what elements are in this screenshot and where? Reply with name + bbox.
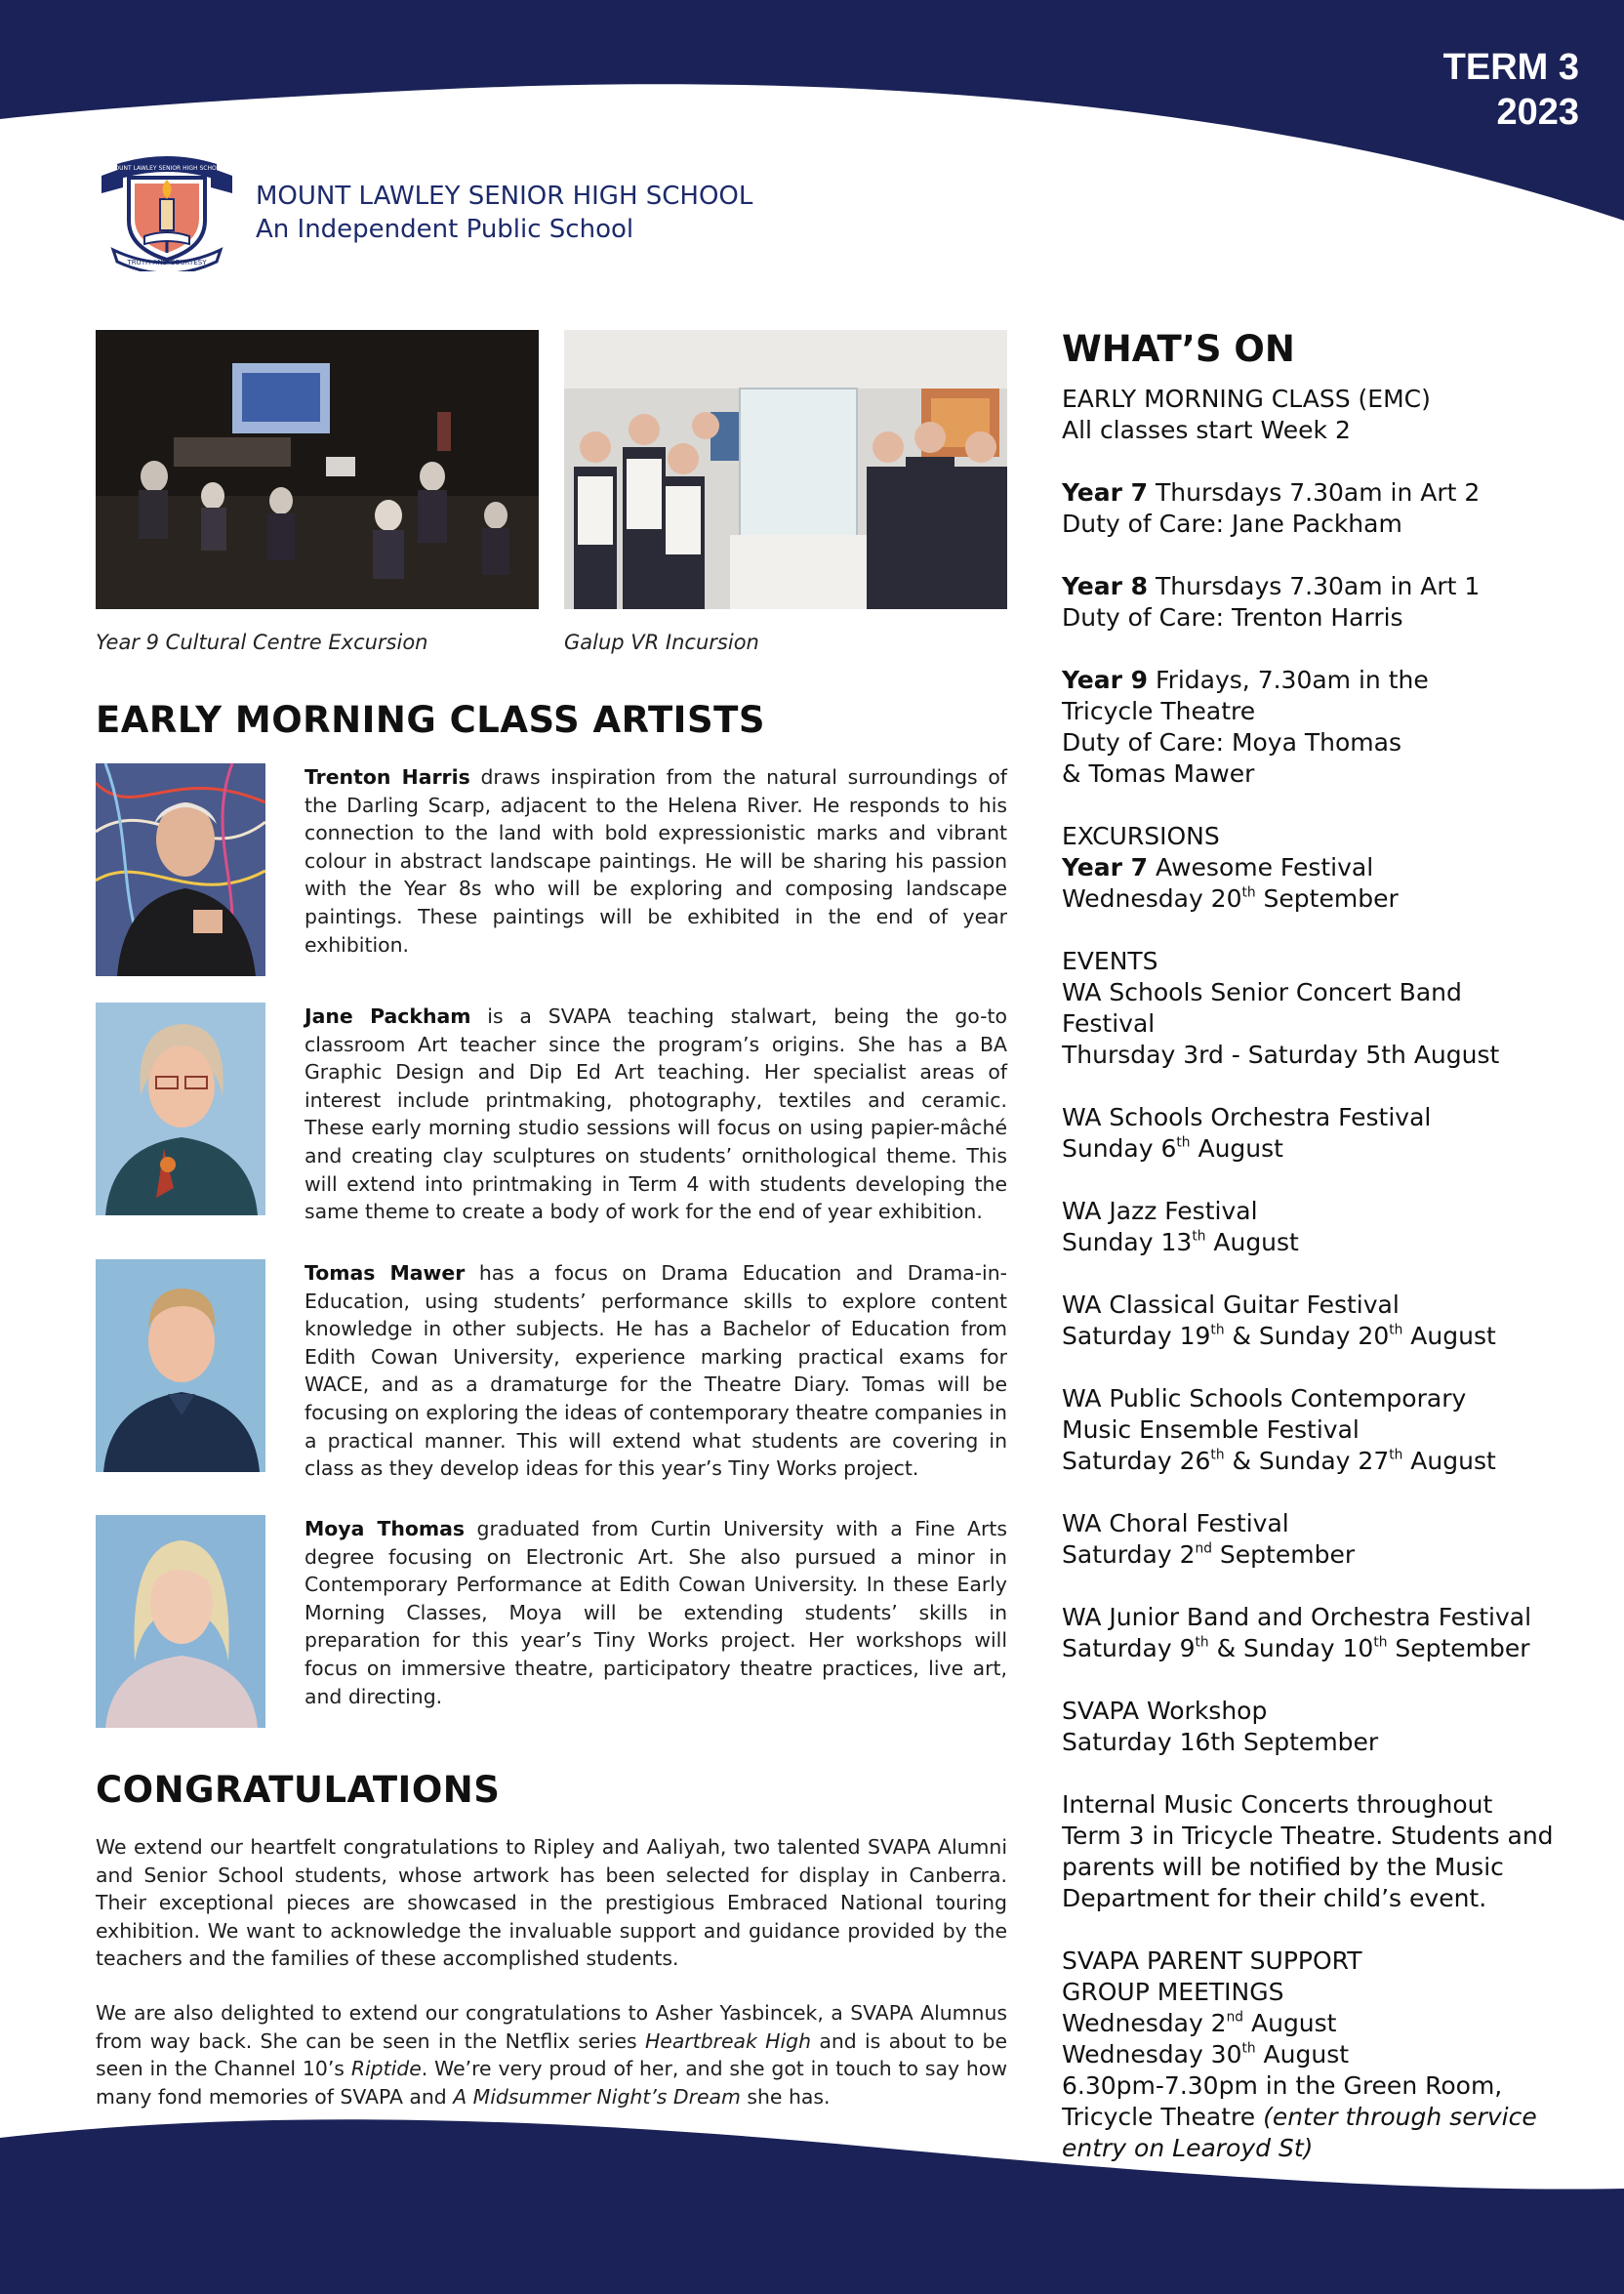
date-text: Saturday 26 [1062,1447,1211,1475]
artist-bio-text: graduated from Curtin University with a Fine Arts degree focusing on Electronic Art. She also pursued a minor in Contemporary Performance at Edith Cowan University. In these Early Morning Classes, Moya will be extending students’ skills in preparation for this year’s Tiny Works project. Her workshops will focus on immersive theatre, participatory theatre practices, live art, and directing. [304,1517,1008,1708]
ordinal: th [1241,884,1256,901]
events-block-1 [1062,946,1589,1071]
event-date: Thursday 3rd - Saturday 5th August [1062,1041,1500,1069]
excursion-date [1062,883,1589,915]
year8-emc [1062,571,1589,634]
event-date [1062,1446,1589,1477]
psg-location [1062,2102,1589,2133]
year-label: Year 8 [1062,572,1149,600]
month-text: August [1255,2040,1350,2069]
caption-photo-1: Year 9 Cultural Centre Excursion [96,631,428,654]
term-number: TERM 3 [1442,47,1579,88]
bio-trenton-harris [304,763,1007,959]
ordinal: th [1195,1634,1209,1651]
logo-motto-text: TRUTH AND COURTESY [127,259,207,266]
ordinal: th [1192,1228,1206,1245]
logo-ribbon-text: MOUNT LAWLEY SENIOR HIGH SCHOOL [109,165,224,172]
psg-date-2 [1062,2039,1589,2070]
congratulations-paragraph-1: We extend our heartfelt congratulations to Ripley and Aaliyah, two talented SVAPA Alumni and Senior School students, whose artwork has been selected for display in Canberra. Their exceptional pieces are showcased in the prestigious Embraced National touring exhibition. We want to acknowledge the invaluable support and guidance provided by the teachers and the families of these accomplished students. [96,1835,1007,1971]
event-name: SVAPA Workshop [1062,1697,1268,1725]
year-label: Year 7 [1062,853,1149,881]
event-name: WA Junior Band and Orchestra Festival [1062,1603,1532,1631]
caption-photo-2: Galup VR Incursion [564,631,759,654]
ordinal: th [1389,1322,1403,1338]
class-time: Fridays, 7.30am in the [1148,666,1429,694]
parent-support-block [1062,1946,1589,2164]
artist-bio-text: is a SVAPA teaching stalwart, being the go-to classroom Art teacher since the program’s origins. She has a BA Graphic Design and Dip Ed Art teaching. Her specialist areas of interest include printmaking, photography, textiles and ceramic. These early morning studio sessions will focus on using papier-mâché and creating clay sculptures on students’ ornithological theme. This will extend into printmaking in Term 4 with students developing the same theme to create a body of work for the end of year exhibition. [304,1004,1007,1224]
artist-bio-text: draws inspiration from the natural surroundings of the Darling Scarp, adjacent to the Helena River. He responds to his connection to the land with bold expressionistic marks and vibrant colour in abstract landscape paintings. He will be sharing his passion with the Year 8s who will be exploring and composing landscape paintings. These paintings will be exhibited in the end of year exhibition. [304,765,1007,957]
class-time: Thursdays 7.30am in Art 1 [1148,572,1481,600]
portrait-trenton-harris [96,763,265,976]
duty-of-care: Duty of Care: Jane Packham [1062,510,1402,538]
whats-on-title: WHAT’S ON [1062,328,1295,370]
emc-subheading: All classes start Week 2 [1062,416,1351,444]
event-date [1062,1321,1589,1352]
ordinal: nd [1226,2009,1244,2026]
psg-time: 6.30pm-7.30pm in the Green Room, [1062,2071,1503,2100]
italic-title: A Midsummer Night’s Dream [453,2084,741,2109]
date-text: Saturday 19 [1062,1322,1211,1350]
text-run: We are also delighted to extend our congratulations to Asher Yasbincek, a SVAPA Alumnus from way back. She can be seen in the Netflix series [96,2001,1007,2053]
event-choral [1062,1508,1589,1571]
event-junior-band [1062,1602,1589,1664]
month-text: August [1205,1228,1299,1256]
date-text: & Sunday 10 [1208,1634,1374,1662]
year-label: Year 7 [1062,478,1149,507]
event-name: WA Schools Senior Concert Band [1062,978,1462,1006]
date-text: Sunday 13 [1062,1228,1193,1256]
portrait-jane-packham [96,1003,265,1215]
date-text: Wednesday 20 [1062,884,1242,913]
year7-emc [1062,477,1589,540]
bio-moya-thomas [304,1515,1007,1710]
italic-title: Riptide [350,2057,422,2081]
psg-location-cont [1062,2133,1589,2164]
bio-jane-packham [304,1003,1007,1226]
text-run: and is about to be seen in the Channel 10’s [96,2028,1007,2081]
date-text: & Sunday 20 [1224,1322,1390,1350]
month-text: September [1211,1540,1356,1569]
year-label: Year 9 [1062,666,1149,694]
duty-of-care: Duty of Care: Trenton Harris [1062,603,1403,632]
text-run: she has. [740,2084,831,2109]
event-name: WA Choral Festival [1062,1509,1289,1537]
ordinal: th [1389,1447,1403,1463]
month-text: September [1255,884,1399,913]
event-date [1062,1227,1589,1258]
date-text: Sunday 6 [1062,1134,1177,1163]
internal-concerts-note [1062,1789,1589,1914]
event-date [1062,1633,1589,1664]
school-subtitle: An Independent Public School [256,215,634,244]
school-crest-logo [94,154,240,271]
location-note: (enter through service [1263,2103,1537,2131]
school-name-block [256,180,752,246]
note-line: parents will be notified by the Music [1062,1853,1504,1881]
date-text: Saturday 2 [1062,1540,1196,1569]
excursion-name: Awesome Festival [1148,853,1374,881]
event-name: WA Public Schools Contemporary [1062,1384,1467,1413]
event-svapa-workshop [1062,1696,1589,1758]
artist-name: Moya Thomas [304,1517,466,1540]
year9-emc [1062,665,1589,790]
psg-heading: SVAPA PARENT SUPPORT [1062,1946,1362,1975]
bio-tomas-mawer [304,1259,1007,1483]
congratulations-paragraph-2 [96,1999,1007,2110]
psg-heading-cont: GROUP MEETINGS [1062,1978,1284,2006]
congratulations-heading: CONGRATULATIONS [96,1769,501,1811]
ordinal: th [1373,1634,1388,1651]
event-guitar [1062,1290,1589,1352]
event-name: WA Classical Guitar Festival [1062,1290,1400,1319]
event-name: WA Jazz Festival [1062,1197,1258,1225]
location-text: Tricycle Theatre [1062,2103,1264,2131]
emc-heading: EARLY MORNING CLASS (EMC) [1062,385,1431,413]
ordinal: th [1176,1134,1191,1151]
artist-bio-text: has a focus on Drama Education and Drama-in-Education, using students’ performance skills to explore content knowledge in other subjects. He has a Bachelor of Education from Edith Cowan University, experience marking practical exams for WACE, and as a dramaturge for the Theatre Diary. Tomas will be focusing on exploring the ideas of contemporary theatre companies in a practical manner. This will extend what students are covering in class as they develop ideas for this year’s Tiny Works project. [304,1261,1007,1481]
ordinal: nd [1195,1540,1212,1557]
photo-galup-vr [564,330,1007,609]
month-text: August [1243,2009,1337,2037]
date-text: Saturday 9 [1062,1634,1196,1662]
events-heading: EVENTS [1062,947,1158,975]
duty-of-care-2: & Tomas Mawer [1062,759,1255,788]
class-place: Tricycle Theatre [1062,697,1256,725]
school-name: MOUNT LAWLEY SENIOR HIGH SCHOOL [256,182,753,211]
ordinal: th [1210,1447,1225,1463]
psg-date-1 [1062,2008,1589,2039]
event-contemporary [1062,1383,1589,1477]
photo-cultural-centre [96,330,539,609]
month-text: August [1402,1322,1496,1350]
date-text: Wednesday 30 [1062,2040,1242,2069]
month-text: August [1190,1134,1283,1163]
excursions-block [1062,821,1589,915]
event-name-cont: Festival [1062,1009,1156,1038]
emc-block [1062,384,1589,446]
event-date [1062,1539,1589,1571]
month-text: August [1402,1447,1496,1475]
artist-name: Tomas Mawer [304,1261,466,1285]
excursions-heading: EXCURSIONS [1062,822,1220,850]
event-orchestra [1062,1102,1589,1165]
artists-heading: EARLY MORNING CLASS ARTISTS [96,699,765,741]
event-jazz [1062,1196,1589,1258]
event-name: WA Schools Orchestra Festival [1062,1103,1432,1131]
location-note: entry on Learoyd St) [1062,2134,1314,2162]
ordinal: th [1241,2040,1256,2057]
note-line: Term 3 in Tricycle Theatre. Students and [1062,1822,1554,1850]
event-date [1062,1133,1589,1165]
term-year: 2023 [1496,92,1579,133]
ordinal: th [1210,1322,1225,1338]
artist-name: Jane Packham [304,1004,471,1028]
month-text: September [1387,1634,1530,1662]
term-label [1443,45,1579,135]
duty-of-care: Duty of Care: Moya Thomas [1062,728,1401,757]
date-text: Wednesday 2 [1062,2009,1227,2037]
italic-title: Heartbreak High [644,2028,812,2053]
note-line: Internal Music Concerts throughout [1062,1790,1493,1819]
whats-on-column [1062,328,1589,2195]
portrait-moya-thomas [96,1515,265,1728]
event-date: Saturday 16th September [1062,1728,1379,1756]
note-line: Department for their child’s event. [1062,1884,1487,1912]
date-text: & Sunday 27 [1224,1447,1390,1475]
portrait-tomas-mawer [96,1259,265,1472]
event-name-cont: Music Ensemble Festival [1062,1415,1360,1444]
class-time: Thursdays 7.30am in Art 2 [1148,478,1481,507]
text-run: . We’re very proud of her, and she got in touch to say how many fond memories of SVAPA and [96,2057,1007,2109]
artist-name: Trenton Harris [304,765,470,789]
